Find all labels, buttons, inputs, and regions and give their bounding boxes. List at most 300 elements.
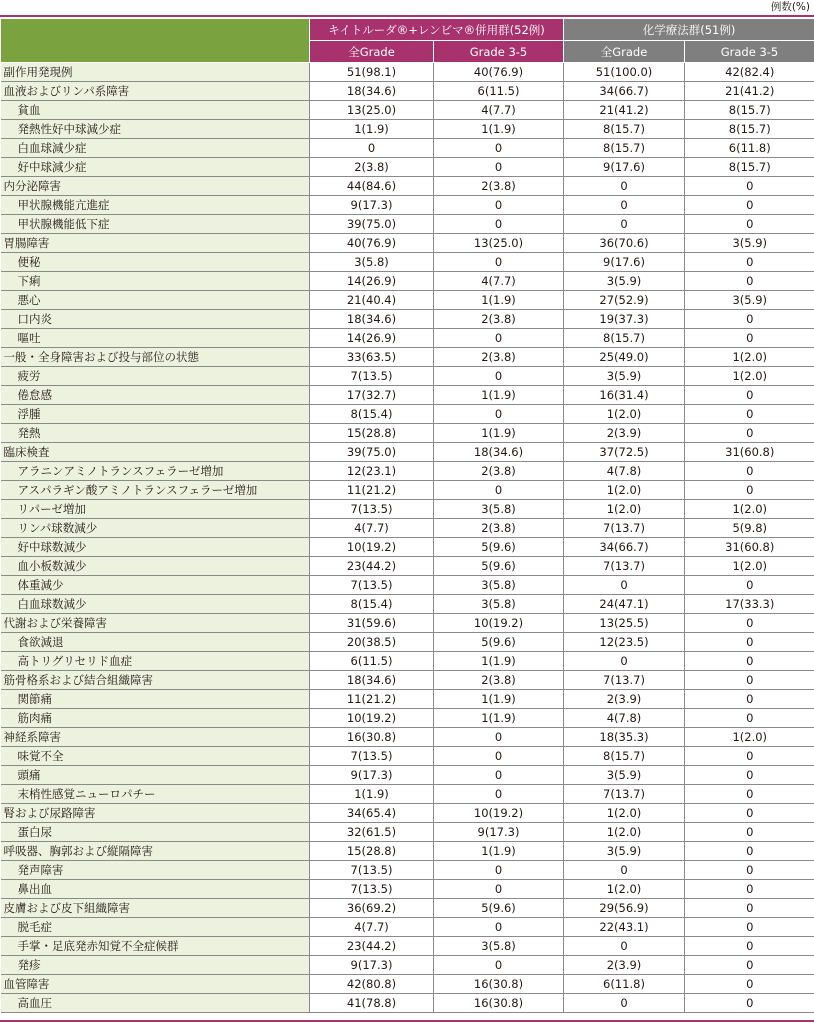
chemo-grade-3-5-cell: 42(82.4) bbox=[685, 63, 814, 82]
table-row bbox=[1, 918, 814, 937]
combo-all-grade-cell: 7(13.5) bbox=[310, 367, 434, 386]
combo-grade-3-5-cell: 2(3.8) bbox=[434, 348, 564, 367]
event-label: 甲状腺機能低下症 bbox=[1, 215, 310, 234]
unit-label: 例数(%) bbox=[770, 1, 810, 13]
combo-all-grade-cell: 7(13.5) bbox=[310, 747, 434, 766]
combo-all-grade-cell: 12(23.1) bbox=[310, 462, 434, 481]
combo-all-grade-cell: 14(26.9) bbox=[310, 329, 434, 348]
table-row bbox=[1, 462, 814, 481]
table-row bbox=[1, 253, 814, 272]
event-label: 発熱 bbox=[1, 424, 310, 443]
combo-grade-3-5-cell: 6(11.5) bbox=[434, 82, 564, 101]
header-sub-grade-3-5: Grade 3-5 bbox=[434, 41, 564, 63]
event-label: 蛋白尿 bbox=[1, 823, 310, 842]
chemo-grade-3-5-cell: 0 bbox=[685, 804, 814, 823]
event-label: 貧血 bbox=[1, 101, 310, 120]
chemo-grade-3-5-cell: 0 bbox=[685, 253, 814, 272]
chemo-grade-3-5-cell: 8(15.7) bbox=[685, 101, 814, 120]
chemo-all-grade-cell: 3(5.9) bbox=[564, 842, 685, 861]
chemo-all-grade-cell: 9(17.6) bbox=[564, 253, 685, 272]
chemo-all-grade-cell: 3(5.9) bbox=[564, 272, 685, 291]
chemo-all-grade-cell: 25(49.0) bbox=[564, 348, 685, 367]
chemo-grade-3-5-cell: 0 bbox=[685, 196, 814, 215]
event-label: 頭痛 bbox=[1, 766, 310, 785]
chemo-all-grade-cell: 29(56.9) bbox=[564, 899, 685, 918]
combo-grade-3-5-cell: 0 bbox=[434, 747, 564, 766]
table-row bbox=[1, 443, 814, 462]
chemo-grade-3-5-cell: 1(2.0) bbox=[685, 367, 814, 386]
chemo-grade-3-5-cell: 0 bbox=[685, 937, 814, 956]
table-row bbox=[1, 747, 814, 766]
combo-grade-3-5-cell: 4(7.7) bbox=[434, 101, 564, 120]
chemo-grade-3-5-cell: 0 bbox=[685, 272, 814, 291]
combo-all-grade-cell: 7(13.5) bbox=[310, 500, 434, 519]
combo-grade-3-5-cell: 0 bbox=[434, 253, 564, 272]
chemo-all-grade-cell: 8(15.7) bbox=[564, 139, 685, 158]
chemo-grade-3-5-cell: 3(5.9) bbox=[685, 291, 814, 310]
chemo-all-grade-cell: 7(13.7) bbox=[564, 557, 685, 576]
event-label: 脱毛症 bbox=[1, 918, 310, 937]
chemo-grade-3-5-cell: 31(60.8) bbox=[685, 443, 814, 462]
table-row bbox=[1, 614, 814, 633]
table-row bbox=[1, 101, 814, 120]
combo-grade-3-5-cell: 3(5.8) bbox=[434, 500, 564, 519]
chemo-all-grade-cell: 8(15.7) bbox=[564, 329, 685, 348]
table-row bbox=[1, 215, 814, 234]
category-label: 代謝および栄養障害 bbox=[1, 614, 310, 633]
chemo-all-grade-cell: 34(66.7) bbox=[564, 538, 685, 557]
event-label: 高血圧 bbox=[1, 994, 310, 1013]
chemo-all-grade-cell: 0 bbox=[564, 215, 685, 234]
category-label: 内分泌障害 bbox=[1, 177, 310, 196]
chemo-all-grade-cell: 2(3.9) bbox=[564, 424, 685, 443]
chemo-grade-3-5-cell: 1(2.0) bbox=[685, 557, 814, 576]
table-row bbox=[1, 842, 814, 861]
table-row bbox=[1, 348, 814, 367]
chemo-grade-3-5-cell: 0 bbox=[685, 785, 814, 804]
table-row bbox=[1, 823, 814, 842]
combo-all-grade-cell: 15(28.8) bbox=[310, 424, 434, 443]
event-label: 便秘 bbox=[1, 253, 310, 272]
table-row bbox=[1, 481, 814, 500]
table-row bbox=[1, 367, 814, 386]
chemo-all-grade-cell: 24(47.1) bbox=[564, 595, 685, 614]
chemo-grade-3-5-cell: 3(5.9) bbox=[685, 234, 814, 253]
combo-all-grade-cell: 7(13.5) bbox=[310, 861, 434, 880]
combo-all-grade-cell: 11(21.2) bbox=[310, 690, 434, 709]
chemo-all-grade-cell: 1(2.0) bbox=[564, 405, 685, 424]
combo-all-grade-cell: 4(7.7) bbox=[310, 918, 434, 937]
event-label: 関節痛 bbox=[1, 690, 310, 709]
chemo-grade-3-5-cell: 8(15.7) bbox=[685, 120, 814, 139]
combo-all-grade-cell: 9(17.3) bbox=[310, 766, 434, 785]
combo-all-grade-cell: 32(61.5) bbox=[310, 823, 434, 842]
combo-all-grade-cell: 10(19.2) bbox=[310, 538, 434, 557]
combo-grade-3-5-cell: 3(5.8) bbox=[434, 576, 564, 595]
event-label: 発疹 bbox=[1, 956, 310, 975]
chemo-all-grade-cell: 36(70.6) bbox=[564, 234, 685, 253]
table-row bbox=[1, 975, 814, 994]
chemo-all-grade-cell: 7(13.7) bbox=[564, 785, 685, 804]
table-row bbox=[1, 329, 814, 348]
combo-grade-3-5-cell: 0 bbox=[434, 728, 564, 747]
table-row bbox=[1, 956, 814, 975]
top-rule bbox=[0, 15, 814, 17]
table-row bbox=[1, 728, 814, 747]
chemo-all-grade-cell: 2(3.9) bbox=[564, 956, 685, 975]
chemo-grade-3-5-cell: 6(11.8) bbox=[685, 139, 814, 158]
combo-grade-3-5-cell: 1(1.9) bbox=[434, 120, 564, 139]
table-row bbox=[1, 690, 814, 709]
event-label: 浮腫 bbox=[1, 405, 310, 424]
combo-grade-3-5-cell: 10(19.2) bbox=[434, 614, 564, 633]
combo-all-grade-cell: 33(63.5) bbox=[310, 348, 434, 367]
combo-grade-3-5-cell: 2(3.8) bbox=[434, 310, 564, 329]
category-label: 副作用発現例 bbox=[1, 63, 310, 82]
chemo-grade-3-5-cell: 5(9.8) bbox=[685, 519, 814, 538]
chemo-grade-3-5-cell: 1(2.0) bbox=[685, 728, 814, 747]
chemo-all-grade-cell: 0 bbox=[564, 994, 685, 1013]
combo-all-grade-cell: 40(76.9) bbox=[310, 234, 434, 253]
event-label: 疲労 bbox=[1, 367, 310, 386]
combo-grade-3-5-cell: 0 bbox=[434, 139, 564, 158]
combo-all-grade-cell: 7(13.5) bbox=[310, 880, 434, 899]
chemo-grade-3-5-cell: 0 bbox=[685, 994, 814, 1013]
combo-grade-3-5-cell: 18(34.6) bbox=[434, 443, 564, 462]
event-label: 好中球減少症 bbox=[1, 158, 310, 177]
chemo-grade-3-5-cell: 0 bbox=[685, 690, 814, 709]
chemo-all-grade-cell: 21(41.2) bbox=[564, 101, 685, 120]
table-row bbox=[1, 405, 814, 424]
category-label: 血液およびリンパ系障害 bbox=[1, 82, 310, 101]
chemo-grade-3-5-cell: 0 bbox=[685, 975, 814, 994]
chemo-all-grade-cell: 7(13.7) bbox=[564, 519, 685, 538]
combo-all-grade-cell: 4(7.7) bbox=[310, 519, 434, 538]
category-label: 血管障害 bbox=[1, 975, 310, 994]
combo-all-grade-cell: 1(1.9) bbox=[310, 120, 434, 139]
chemo-all-grade-cell: 16(31.4) bbox=[564, 386, 685, 405]
table-row bbox=[1, 633, 814, 652]
combo-all-grade-cell: 44(84.6) bbox=[310, 177, 434, 196]
chemo-grade-3-5-cell: 0 bbox=[685, 462, 814, 481]
combo-grade-3-5-cell: 0 bbox=[434, 956, 564, 975]
table-row bbox=[1, 500, 814, 519]
table-row bbox=[1, 937, 814, 956]
chemo-grade-3-5-cell: 0 bbox=[685, 652, 814, 671]
combo-grade-3-5-cell: 0 bbox=[434, 158, 564, 177]
chemo-all-grade-cell: 8(15.7) bbox=[564, 120, 685, 139]
combo-all-grade-cell: 15(28.8) bbox=[310, 842, 434, 861]
header-sub-all-grade: 全Grade bbox=[564, 41, 685, 63]
combo-all-grade-cell: 20(38.5) bbox=[310, 633, 434, 652]
combo-grade-3-5-cell: 2(3.8) bbox=[434, 462, 564, 481]
chemo-grade-3-5-cell: 0 bbox=[685, 709, 814, 728]
combo-grade-3-5-cell: 1(1.9) bbox=[434, 386, 564, 405]
event-label: 末梢性感覚ニューロパチー bbox=[1, 785, 310, 804]
table-row bbox=[1, 576, 814, 595]
chemo-grade-3-5-cell: 0 bbox=[685, 956, 814, 975]
chemo-all-grade-cell: 8(15.7) bbox=[564, 747, 685, 766]
combo-grade-3-5-cell: 1(1.9) bbox=[434, 842, 564, 861]
event-label: 白血球減少症 bbox=[1, 139, 310, 158]
chemo-grade-3-5-cell: 0 bbox=[685, 405, 814, 424]
table-row bbox=[1, 899, 814, 918]
table-row bbox=[1, 880, 814, 899]
combo-all-grade-cell: 9(17.3) bbox=[310, 196, 434, 215]
chemo-all-grade-cell: 4(7.8) bbox=[564, 462, 685, 481]
combo-all-grade-cell: 6(11.5) bbox=[310, 652, 434, 671]
table-row bbox=[1, 804, 814, 823]
table-row bbox=[1, 234, 814, 253]
chemo-all-grade-cell: 51(100.0) bbox=[564, 63, 685, 82]
chemo-all-grade-cell: 0 bbox=[564, 861, 685, 880]
chemo-grade-3-5-cell: 0 bbox=[685, 576, 814, 595]
event-label: 発熱性好中球減少症 bbox=[1, 120, 310, 139]
combo-all-grade-cell: 23(44.2) bbox=[310, 937, 434, 956]
combo-grade-3-5-cell: 0 bbox=[434, 405, 564, 424]
combo-grade-3-5-cell: 1(1.9) bbox=[434, 690, 564, 709]
chemo-grade-3-5-cell: 0 bbox=[685, 424, 814, 443]
event-label: 鼻出血 bbox=[1, 880, 310, 899]
chemo-grade-3-5-cell: 0 bbox=[685, 633, 814, 652]
event-label: 悪心 bbox=[1, 291, 310, 310]
event-label: 手掌・足底発赤知覚不全症候群 bbox=[1, 937, 310, 956]
table-row bbox=[1, 196, 814, 215]
table-row bbox=[1, 861, 814, 880]
combo-grade-3-5-cell: 13(25.0) bbox=[434, 234, 564, 253]
chemo-grade-3-5-cell: 21(41.2) bbox=[685, 82, 814, 101]
table-row bbox=[1, 424, 814, 443]
event-label: 筋肉痛 bbox=[1, 709, 310, 728]
combo-grade-3-5-cell: 3(5.8) bbox=[434, 937, 564, 956]
event-label: 好中球数減少 bbox=[1, 538, 310, 557]
table-row bbox=[1, 63, 814, 82]
event-label: 味覚不全 bbox=[1, 747, 310, 766]
chemo-all-grade-cell: 3(5.9) bbox=[564, 766, 685, 785]
header-corner bbox=[1, 19, 310, 63]
combo-grade-3-5-cell: 0 bbox=[434, 481, 564, 500]
event-label: 血小板数減少 bbox=[1, 557, 310, 576]
chemo-grade-3-5-cell: 0 bbox=[685, 861, 814, 880]
table-row bbox=[1, 386, 814, 405]
combo-all-grade-cell: 3(5.8) bbox=[310, 253, 434, 272]
chemo-grade-3-5-cell: 1(2.0) bbox=[685, 500, 814, 519]
chemo-grade-3-5-cell: 0 bbox=[685, 899, 814, 918]
event-label: 発声障害 bbox=[1, 861, 310, 880]
chemo-all-grade-cell: 0 bbox=[564, 652, 685, 671]
combo-all-grade-cell: 0 bbox=[310, 139, 434, 158]
table-row bbox=[1, 272, 814, 291]
chemo-grade-3-5-cell: 0 bbox=[685, 215, 814, 234]
combo-all-grade-cell: 14(26.9) bbox=[310, 272, 434, 291]
combo-grade-3-5-cell: 1(1.9) bbox=[434, 424, 564, 443]
chemo-all-grade-cell: 22(43.1) bbox=[564, 918, 685, 937]
combo-all-grade-cell: 7(13.5) bbox=[310, 576, 434, 595]
category-label: 臨床検査 bbox=[1, 443, 310, 462]
chemo-grade-3-5-cell: 31(60.8) bbox=[685, 538, 814, 557]
chemo-grade-3-5-cell: 17(33.3) bbox=[685, 595, 814, 614]
chemo-all-grade-cell: 1(2.0) bbox=[564, 823, 685, 842]
chemo-all-grade-cell: 13(25.5) bbox=[564, 614, 685, 633]
header-group-chemotherapy: 化学療法群(51例) bbox=[564, 19, 814, 41]
chemo-all-grade-cell: 1(2.0) bbox=[564, 804, 685, 823]
combo-grade-3-5-cell: 0 bbox=[434, 785, 564, 804]
chemo-grade-3-5-cell: 0 bbox=[685, 880, 814, 899]
combo-grade-3-5-cell: 0 bbox=[434, 367, 564, 386]
combo-grade-3-5-cell: 16(30.8) bbox=[434, 975, 564, 994]
chemo-grade-3-5-cell: 0 bbox=[685, 671, 814, 690]
category-label: 腎および尿路障害 bbox=[1, 804, 310, 823]
bottom-rule bbox=[0, 1020, 814, 1022]
chemo-grade-3-5-cell: 0 bbox=[685, 329, 814, 348]
event-label: 甲状腺機能亢進症 bbox=[1, 196, 310, 215]
table-row bbox=[1, 994, 814, 1013]
combo-all-grade-cell: 17(32.7) bbox=[310, 386, 434, 405]
category-label: 皮膚および皮下組織障害 bbox=[1, 899, 310, 918]
combo-grade-3-5-cell: 0 bbox=[434, 861, 564, 880]
category-label: 呼吸器、胸郭および縦隔障害 bbox=[1, 842, 310, 861]
adverse-events-table bbox=[0, 18, 814, 1013]
combo-grade-3-5-cell: 2(3.8) bbox=[434, 177, 564, 196]
combo-all-grade-cell: 8(15.4) bbox=[310, 595, 434, 614]
table-row bbox=[1, 177, 814, 196]
combo-all-grade-cell: 18(34.6) bbox=[310, 310, 434, 329]
combo-grade-3-5-cell: 1(1.9) bbox=[434, 709, 564, 728]
combo-grade-3-5-cell: 0 bbox=[434, 918, 564, 937]
table-row bbox=[1, 538, 814, 557]
table-row bbox=[1, 709, 814, 728]
combo-grade-3-5-cell: 1(1.9) bbox=[434, 652, 564, 671]
chemo-grade-3-5-cell: 0 bbox=[685, 614, 814, 633]
event-label: 口内炎 bbox=[1, 310, 310, 329]
combo-all-grade-cell: 39(75.0) bbox=[310, 215, 434, 234]
table-row bbox=[1, 291, 814, 310]
combo-grade-3-5-cell: 5(9.6) bbox=[434, 538, 564, 557]
chemo-grade-3-5-cell: 8(15.7) bbox=[685, 158, 814, 177]
combo-all-grade-cell: 34(65.4) bbox=[310, 804, 434, 823]
table-row bbox=[1, 310, 814, 329]
chemo-all-grade-cell: 6(11.8) bbox=[564, 975, 685, 994]
event-label: 白血球数減少 bbox=[1, 595, 310, 614]
chemo-grade-3-5-cell: 0 bbox=[685, 766, 814, 785]
event-label: 嘔吐 bbox=[1, 329, 310, 348]
chemo-grade-3-5-cell: 0 bbox=[685, 747, 814, 766]
event-label: 体重減少 bbox=[1, 576, 310, 595]
table-row bbox=[1, 519, 814, 538]
combo-all-grade-cell: 21(40.4) bbox=[310, 291, 434, 310]
combo-all-grade-cell: 10(19.2) bbox=[310, 709, 434, 728]
combo-all-grade-cell: 18(34.6) bbox=[310, 671, 434, 690]
chemo-grade-3-5-cell: 0 bbox=[685, 177, 814, 196]
chemo-all-grade-cell: 19(37.3) bbox=[564, 310, 685, 329]
combo-all-grade-cell: 31(59.6) bbox=[310, 614, 434, 633]
combo-grade-3-5-cell: 1(1.9) bbox=[434, 291, 564, 310]
chemo-all-grade-cell: 2(3.9) bbox=[564, 690, 685, 709]
table-row bbox=[1, 557, 814, 576]
combo-all-grade-cell: 13(25.0) bbox=[310, 101, 434, 120]
header-group-combination: キイトルーダ®+レンビマ®併用群(52例) bbox=[310, 19, 564, 41]
combo-all-grade-cell: 51(98.1) bbox=[310, 63, 434, 82]
chemo-grade-3-5-cell: 1(2.0) bbox=[685, 348, 814, 367]
combo-grade-3-5-cell: 0 bbox=[434, 329, 564, 348]
table-row bbox=[1, 139, 814, 158]
chemo-all-grade-cell: 12(23.5) bbox=[564, 633, 685, 652]
chemo-all-grade-cell: 18(35.3) bbox=[564, 728, 685, 747]
chemo-all-grade-cell: 1(2.0) bbox=[564, 500, 685, 519]
combo-grade-3-5-cell: 9(17.3) bbox=[434, 823, 564, 842]
combo-grade-3-5-cell: 3(5.8) bbox=[434, 595, 564, 614]
combo-all-grade-cell: 2(3.8) bbox=[310, 158, 434, 177]
table-row bbox=[1, 785, 814, 804]
chemo-all-grade-cell: 3(5.9) bbox=[564, 367, 685, 386]
combo-all-grade-cell: 11(21.2) bbox=[310, 481, 434, 500]
table-row bbox=[1, 82, 814, 101]
header-sub-grade-3-5: Grade 3-5 bbox=[685, 41, 814, 63]
table-row bbox=[1, 671, 814, 690]
combo-all-grade-cell: 9(17.3) bbox=[310, 956, 434, 975]
table-body bbox=[1, 63, 814, 1013]
chemo-all-grade-cell: 0 bbox=[564, 937, 685, 956]
chemo-all-grade-cell: 0 bbox=[564, 177, 685, 196]
combo-grade-3-5-cell: 0 bbox=[434, 196, 564, 215]
category-label: 筋骨格系および結合組織障害 bbox=[1, 671, 310, 690]
combo-grade-3-5-cell: 5(9.6) bbox=[434, 557, 564, 576]
combo-all-grade-cell: 39(75.0) bbox=[310, 443, 434, 462]
combo-grade-3-5-cell: 0 bbox=[434, 766, 564, 785]
chemo-grade-3-5-cell: 0 bbox=[685, 310, 814, 329]
header-group-row bbox=[1, 19, 814, 41]
table-row bbox=[1, 652, 814, 671]
event-label: リンパ球数減少 bbox=[1, 519, 310, 538]
chemo-all-grade-cell: 4(7.8) bbox=[564, 709, 685, 728]
event-label: アラニンアミノトランスフェラーゼ増加 bbox=[1, 462, 310, 481]
combo-grade-3-5-cell: 4(7.7) bbox=[434, 272, 564, 291]
table-row bbox=[1, 120, 814, 139]
combo-grade-3-5-cell: 10(19.2) bbox=[434, 804, 564, 823]
chemo-all-grade-cell: 0 bbox=[564, 576, 685, 595]
event-label: 高トリグリセリド血症 bbox=[1, 652, 310, 671]
table-row bbox=[1, 595, 814, 614]
chemo-grade-3-5-cell: 0 bbox=[685, 386, 814, 405]
combo-grade-3-5-cell: 40(76.9) bbox=[434, 63, 564, 82]
combo-grade-3-5-cell: 16(30.8) bbox=[434, 994, 564, 1013]
chemo-all-grade-cell: 9(17.6) bbox=[564, 158, 685, 177]
chemo-grade-3-5-cell: 0 bbox=[685, 842, 814, 861]
chemo-grade-3-5-cell: 0 bbox=[685, 481, 814, 500]
combo-all-grade-cell: 42(80.8) bbox=[310, 975, 434, 994]
combo-grade-3-5-cell: 2(3.8) bbox=[434, 519, 564, 538]
combo-grade-3-5-cell: 5(9.6) bbox=[434, 633, 564, 652]
chemo-all-grade-cell: 7(13.7) bbox=[564, 671, 685, 690]
category-label: 一般・全身障害および投与部位の状態 bbox=[1, 348, 310, 367]
combo-grade-3-5-cell: 0 bbox=[434, 880, 564, 899]
chemo-all-grade-cell: 27(52.9) bbox=[564, 291, 685, 310]
combo-grade-3-5-cell: 5(9.6) bbox=[434, 899, 564, 918]
chemo-grade-3-5-cell: 0 bbox=[685, 823, 814, 842]
event-label: 倦怠感 bbox=[1, 386, 310, 405]
event-label: リパーゼ増加 bbox=[1, 500, 310, 519]
combo-all-grade-cell: 16(30.8) bbox=[310, 728, 434, 747]
combo-all-grade-cell: 41(78.8) bbox=[310, 994, 434, 1013]
combo-all-grade-cell: 18(34.6) bbox=[310, 82, 434, 101]
chemo-grade-3-5-cell: 0 bbox=[685, 918, 814, 937]
table-row bbox=[1, 158, 814, 177]
chemo-all-grade-cell: 34(66.7) bbox=[564, 82, 685, 101]
header-sub-all-grade: 全Grade bbox=[310, 41, 434, 63]
chemo-all-grade-cell: 37(72.5) bbox=[564, 443, 685, 462]
combo-all-grade-cell: 1(1.9) bbox=[310, 785, 434, 804]
table-row bbox=[1, 766, 814, 785]
